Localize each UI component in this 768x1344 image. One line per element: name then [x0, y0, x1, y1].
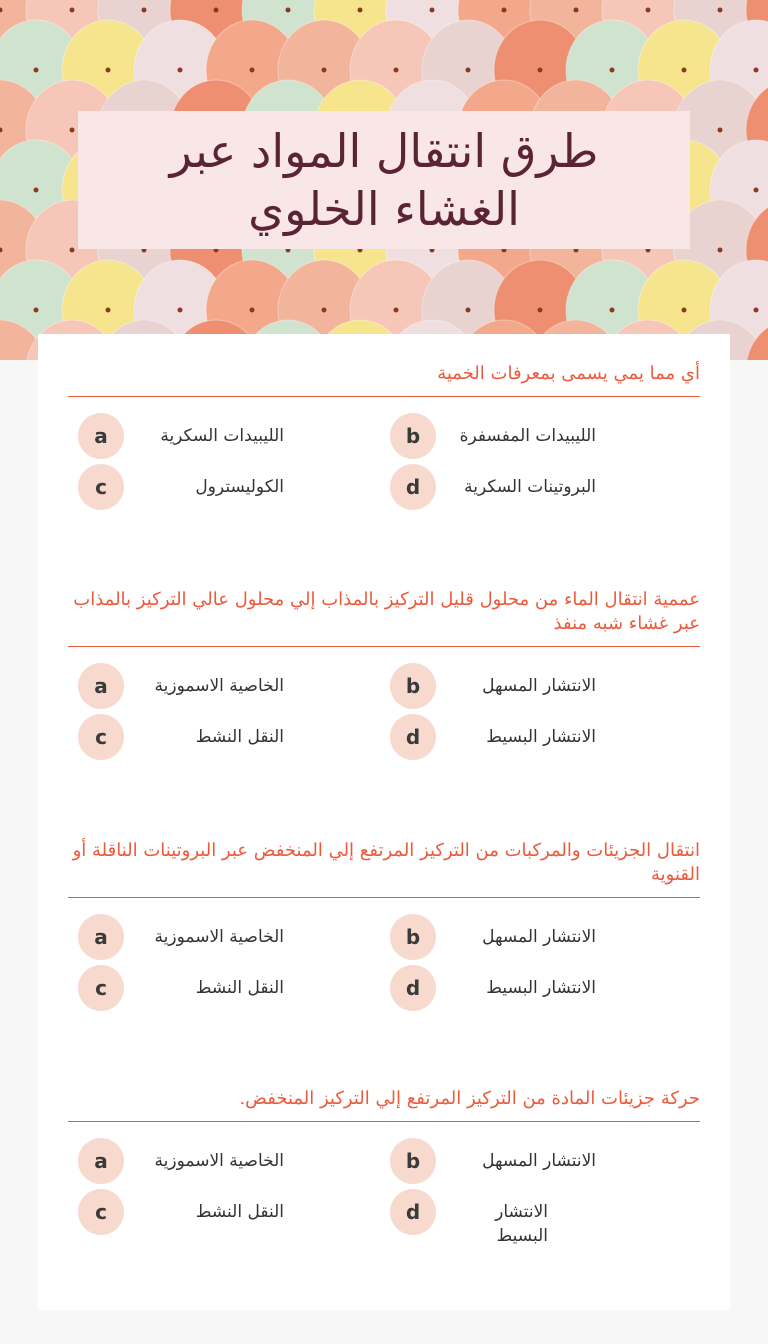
answer-options [68, 397, 700, 507]
option-label: الانتشار البسيط [495, 1202, 548, 1246]
question-text: أي مما يمي يسمى بمعرفات الخمية [68, 362, 700, 397]
option-c[interactable] [78, 464, 358, 510]
option-letter-badge: b [390, 914, 436, 960]
umbrella-center [394, 308, 399, 313]
question-text: حركة جزيئات المادة من التركيز المرتفع إلي التركيز المنخفض. [68, 1087, 700, 1122]
option-c[interactable] [78, 714, 358, 760]
umbrella-center [718, 128, 723, 133]
option-label: الليبيدات المفسفرة [459, 426, 596, 446]
option-letter-badge: a [78, 914, 124, 960]
option-letter-badge: d [390, 1189, 436, 1235]
umbrella-center [538, 68, 543, 73]
umbrella-center [178, 68, 183, 73]
umbrella-center [286, 8, 291, 13]
umbrella-center [754, 68, 759, 73]
umbrella-center [358, 8, 363, 13]
option-label: الانتشار المسهل [482, 1151, 596, 1171]
umbrella-center [610, 308, 615, 313]
option-d[interactable] [390, 464, 670, 510]
option-b[interactable] [390, 1138, 670, 1184]
question-4 [68, 1087, 700, 1246]
title-box [78, 111, 690, 249]
umbrella-center [142, 8, 147, 13]
umbrella-center [394, 68, 399, 73]
option-b[interactable] [390, 413, 670, 459]
option-c[interactable] [78, 1189, 358, 1235]
umbrella-center [214, 8, 219, 13]
option-a[interactable] [78, 413, 358, 459]
umbrella-center [70, 8, 75, 13]
option-a[interactable] [78, 663, 358, 709]
option-c[interactable] [78, 965, 358, 1011]
option-letter-badge: b [390, 663, 436, 709]
umbrella-center [610, 68, 615, 73]
umbrella-center [718, 8, 723, 13]
question-2 [68, 588, 700, 757]
header-banner [0, 0, 768, 360]
option-letter-badge: d [390, 714, 436, 760]
option-letter-badge: c [78, 1189, 124, 1235]
umbrella-center [106, 308, 111, 313]
option-letter-badge: a [78, 413, 124, 459]
question-text: انتقال الجزيئات والمركبات من التركيز المرتفع إلي المنخفض عبر البروتينات الناقلة أو القنوية [68, 839, 700, 898]
option-a[interactable] [78, 914, 358, 960]
option-label: البروتينات السكرية [464, 477, 596, 497]
umbrella-center [718, 248, 723, 253]
umbrella-center [322, 68, 327, 73]
option-label: النقل النشط [195, 727, 284, 747]
umbrella-center [70, 248, 75, 253]
umbrella-center [34, 188, 39, 193]
option-d[interactable] [390, 1189, 670, 1246]
option-letter-badge: d [390, 965, 436, 1011]
umbrella-center [250, 308, 255, 313]
umbrella-center [646, 8, 651, 13]
answer-options [68, 1122, 700, 1246]
option-letter-badge: b [390, 413, 436, 459]
option-label: النقل النشط [195, 978, 284, 998]
umbrella-center [70, 128, 75, 133]
option-letter-badge: c [78, 464, 124, 510]
question-text: عممية انتقال الماء من محلول قليل التركيز بالمذاب إلي محلول عالي التركيز بالمذاب عبر غشاء شبه منفذ [68, 588, 700, 647]
option-label: الخاصية الاسموزية [154, 676, 284, 696]
umbrella-center [106, 68, 111, 73]
umbrella-center [682, 68, 687, 73]
option-a[interactable] [78, 1138, 358, 1184]
umbrella-center [574, 8, 579, 13]
option-label: الخاصية الاسموزية [154, 927, 284, 947]
option-letter-badge: a [78, 1138, 124, 1184]
umbrella-center [34, 308, 39, 313]
option-label: الكوليسترول [195, 477, 284, 497]
page-title: طرق انتقال المواد عبر الغشاء الخلوي [169, 124, 599, 236]
umbrella-center [754, 308, 759, 313]
umbrella-center [466, 308, 471, 313]
option-letter-badge: b [390, 1138, 436, 1184]
option-letter-badge: d [390, 464, 436, 510]
option-b[interactable] [390, 663, 670, 709]
umbrella-center [430, 8, 435, 13]
option-label: الانتشار البسيط [486, 727, 596, 747]
option-label: الليبيدات السكرية [160, 426, 284, 446]
option-label: الخاصية الاسموزية [154, 1151, 284, 1171]
umbrella-center [322, 308, 327, 313]
option-d[interactable] [390, 965, 670, 1011]
option-letter-badge: a [78, 663, 124, 709]
option-label: الانتشار البسيط [486, 978, 596, 998]
question-3 [68, 839, 700, 1008]
umbrella-center [466, 68, 471, 73]
umbrella-center [34, 68, 39, 73]
option-label: النقل النشط [195, 1202, 284, 1222]
umbrella-center [502, 8, 507, 13]
answer-options [68, 647, 700, 757]
option-b[interactable] [390, 914, 670, 960]
umbrella-center [754, 188, 759, 193]
option-letter-badge: c [78, 965, 124, 1011]
option-letter-badge: c [78, 714, 124, 760]
umbrella-center [682, 308, 687, 313]
umbrella-center [250, 68, 255, 73]
option-d[interactable] [390, 714, 670, 760]
option-label: الانتشار المسهل [482, 676, 596, 696]
option-label: الانتشار المسهل [482, 927, 596, 947]
answer-options [68, 898, 700, 1008]
question-1 [68, 362, 700, 507]
umbrella-center [178, 308, 183, 313]
worksheet-card [38, 334, 730, 1310]
umbrella-center [538, 308, 543, 313]
